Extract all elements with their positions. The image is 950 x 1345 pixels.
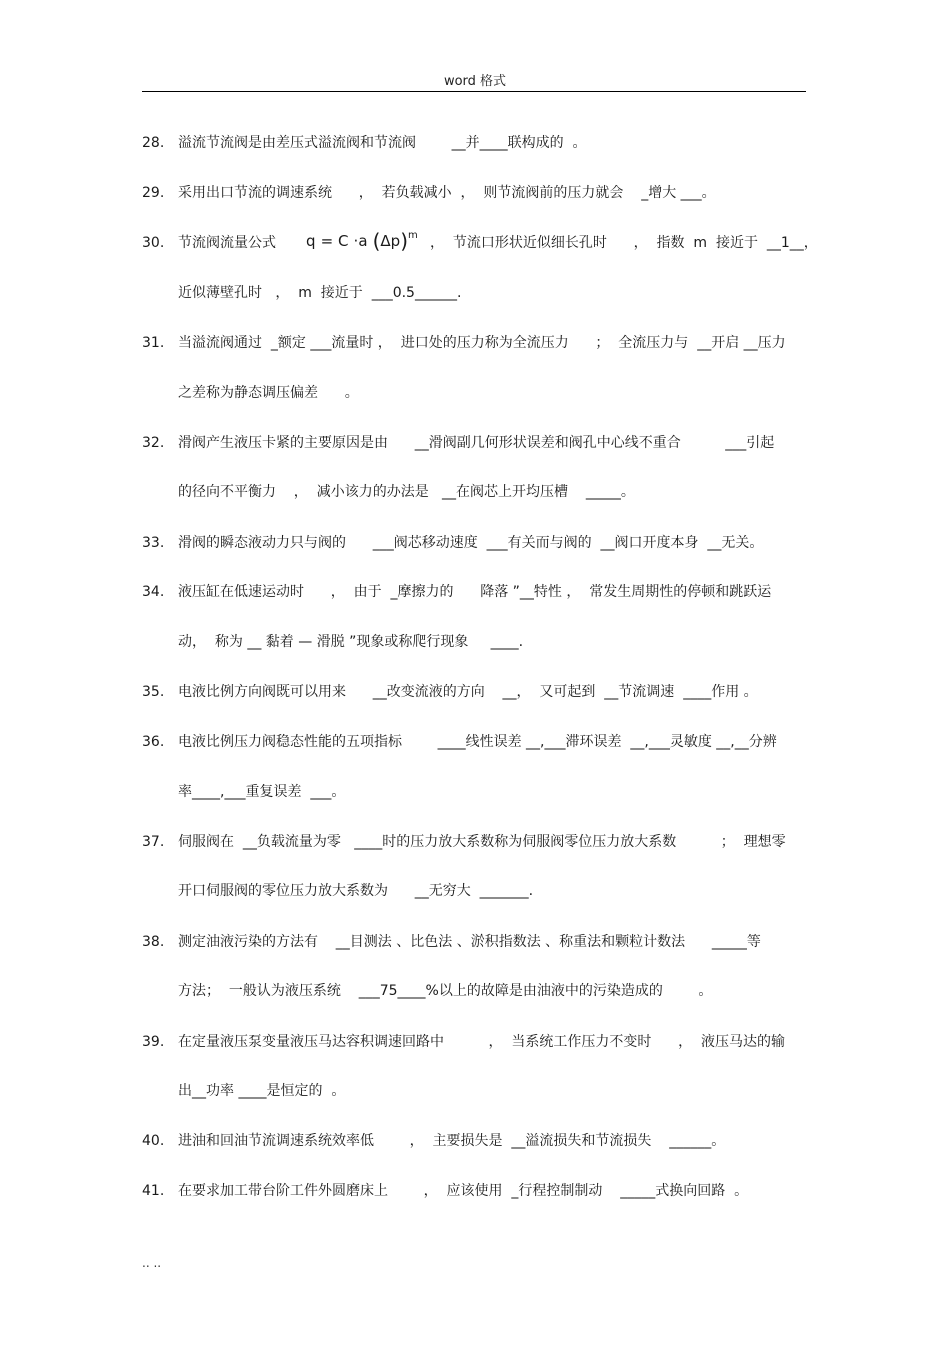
question-text: 方法； 一般认为液压系统 ___75____%以上的故障是由油液中的污染造成的 。 [178,983,713,999]
question-number: 41. [142,1183,165,1199]
question-text: 采用出口节流的调速系统 ， 若负载减小 ， 则节流阀前的压力就会 _增大 ___。 [178,185,716,201]
question-text: 之差称为静态调压偏差 。 [178,385,359,401]
question-text: 出__功率 ____是恒定的 。 [178,1083,346,1099]
question-number: 40. [142,1133,165,1149]
question-text: 电液比例压力阀稳态性能的五项指标 ____线性误差 __,___滞环误差 __,___灵敏度 __,__分辨 [178,734,777,750]
header-divider [142,91,806,92]
question-number: 38. [142,934,165,950]
question-text: 电液比例方向阀既可以用来 __改变流液的方向 __， 又可起到 __节流调速 ____作用 。 [178,684,758,700]
question-number: 31. [142,335,165,351]
question-number: 36. [142,734,165,750]
question-text: 近似薄壁孔时 ， m 接近于 ___0.5______. [178,285,462,301]
question-text: ， 节流口形状近似细长孔时 ， 指数 m 接近于 __1__， [430,235,818,251]
question-text: 进油和回油节流调速系统效率低 ， 主要损失是 __溢流损失和节流损失 ______。 [178,1133,726,1149]
page-footer: .. .. [142,1256,162,1270]
question-text: 溢流节流阀是由差压式溢流阀和节流阀 __并____联构成的 。 [178,135,587,151]
question-text: 在要求加工带台阶工件外圆磨床上 ， 应该使用 _行程控制制动 _____式换向回路 。 [178,1183,749,1199]
question-number: 33. [142,535,165,551]
question-text: 伺服阀在 __负载流量为零 ____时的压力放大系数称为伺服阀零位压力放大系数 ； 理想零 [178,834,786,850]
question-number: 35. [142,684,165,700]
question-text: 液压缸在低速运动时 ， 由于 _摩擦力的 降落 ”__特性 ， 常发生周期性的停顿和跳跃运 [178,584,772,600]
flow-formula: q = C ·a $(\Delta p)^m$ [306,229,418,253]
question-text: 动， 称为 __ 黏着 — 滑脱 ”现象或称爬行现象 ____. [178,634,524,650]
question-text: 当溢流阀通过 _额定 ___流量时 ， 进口处的压力称为全流压力 ； 全流压力与 __开启 __压力 [178,335,786,351]
question-text: 测定油液污染的方法有 __目测法 、比色法 、淤积指数法 、称重法和颗粒计数法 _____等 [178,934,761,950]
page-header: word 格式 [443,74,507,89]
question-number: 30. [142,235,165,251]
question-number: 39. [142,1034,165,1050]
question-number: 28. [142,135,165,151]
question-number: 37. [142,834,165,850]
question-text: 滑阀产生液压卡紧的主要原因是由 __滑阀副几何形状误差和阀孔中心线不重合 ___引起 [178,435,775,451]
question-number: 32. [142,435,165,451]
question-number: 34. [142,584,165,600]
question-text: 在定量液压泵变量液压马达容积调速回路中 ， 当系统工作压力不变时 ， 液压马达的输 [178,1034,786,1050]
question-text: 开口伺服阀的零位压力放大系数为 __无穷大 _______. [178,883,534,899]
question-text: 率____,___重复误差 ___。 [178,784,346,800]
question-text: 的径向不平衡力 ， 减小该力的办法是 __在阀芯上开均压槽 _____。 [178,484,635,500]
question-number: 29. [142,185,165,201]
question-text: 节流阀流量公式 [178,235,276,251]
question-text: 滑阀的瞬态液动力只与阀的 ___阀芯移动速度 ___有关而与阀的 __阀口开度本身 __无关。 [178,535,764,551]
